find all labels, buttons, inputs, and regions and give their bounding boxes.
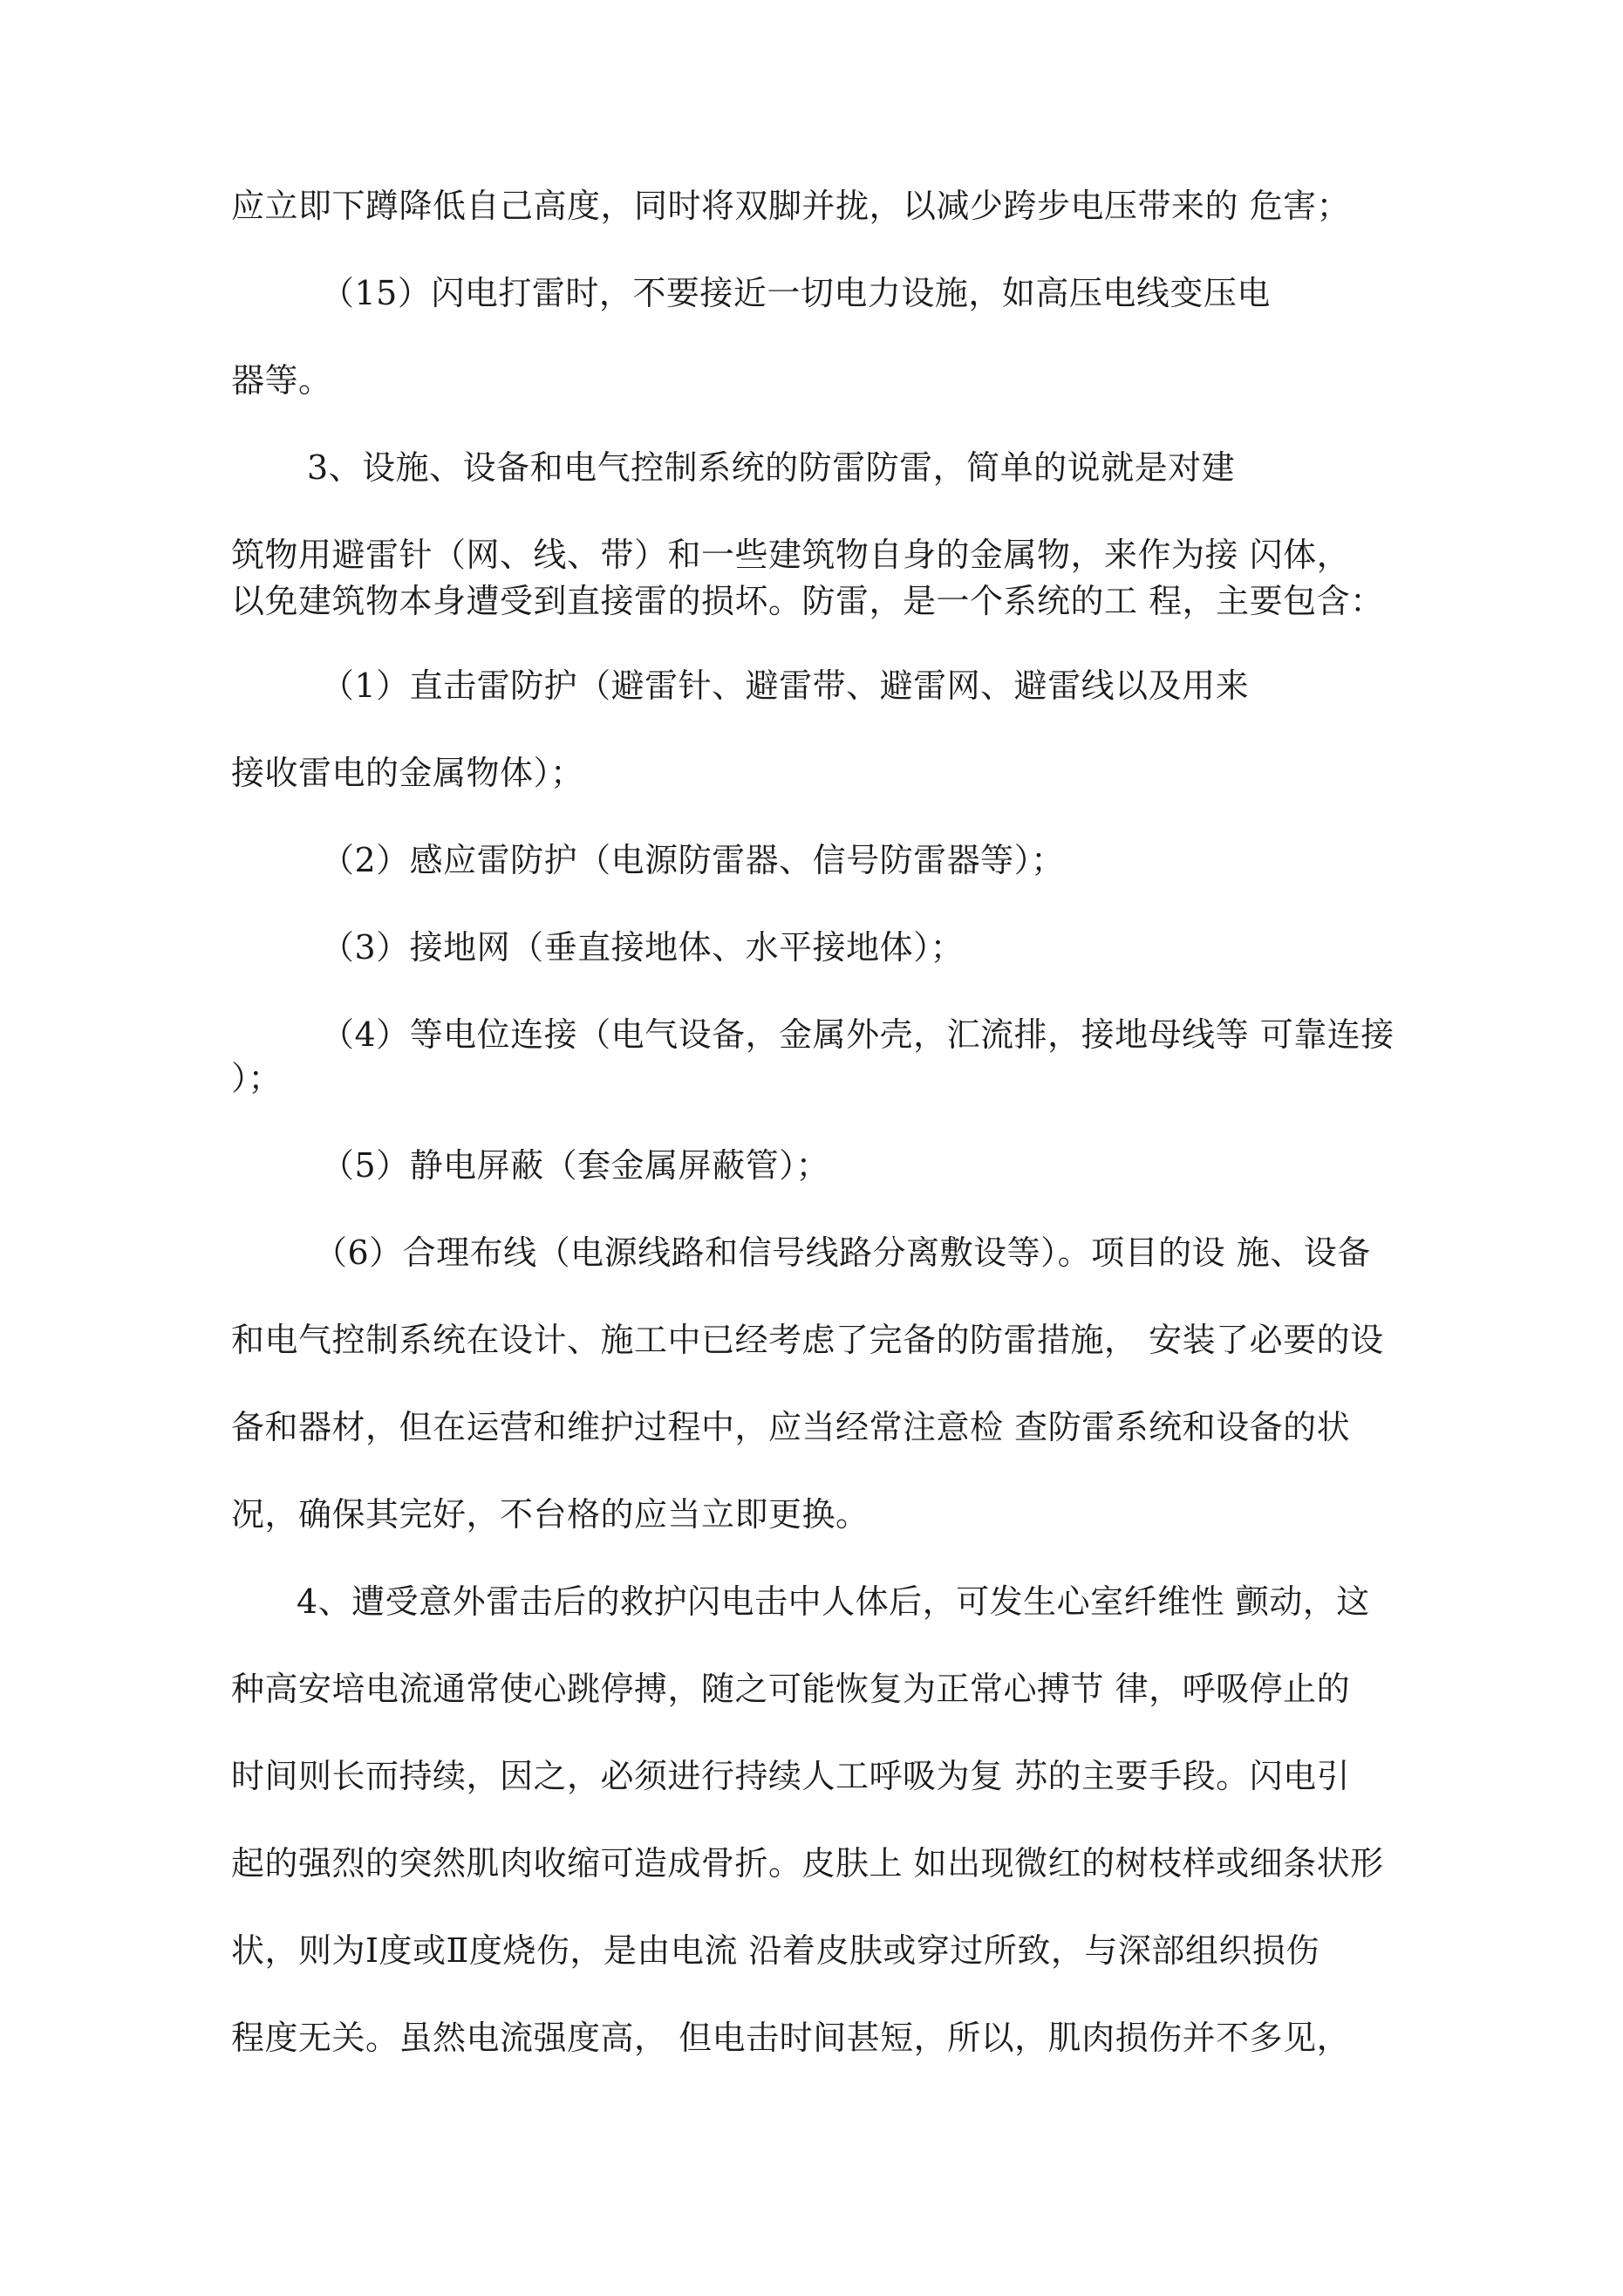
text-line: 状，则为Ⅰ度或Ⅱ度烧伤，是由电流 沿着皮肤或穿过所致，与深部组织损伤 bbox=[231, 1931, 1320, 1970]
text-line: 3、设施、设备和电气控制系统的防雷防雷，简单的说就是对建 bbox=[307, 448, 1236, 487]
text-line: （4）等电位连接（电气设备，金属外壳，汇流排，接地母线等 可靠连接 bbox=[321, 1015, 1395, 1054]
text-line: 4、遭受意外雷击后的救护闪电击中人体后，可发生心室纤维性 颤动，这 bbox=[297, 1582, 1370, 1621]
text-line: （1）直击雷防护（避雷针、避雷带、避雷网、避雷线以及用来 bbox=[321, 666, 1250, 705]
text-line: 种高安培电流通常使心跳停搏，随之可能恢复为正常心搏节 律，呼吸停止的 bbox=[231, 1670, 1351, 1708]
text-line: 接收雷电的金属物体）； bbox=[231, 754, 584, 792]
text-line: （15）闪电打雷时，不要接近一切电力设施，如高压电线变压电 bbox=[321, 274, 1271, 312]
text-line: （6）合理布线（电源线路和信号线路分离敷设等）。项目的设 施、设备 bbox=[314, 1233, 1371, 1272]
text-line: 况，确保其完好，不台格的应当立即更换。 bbox=[231, 1495, 869, 1534]
text-line: （3）接地网（垂直接地体、水平接地体）； bbox=[321, 928, 965, 967]
text-line: 备和器材，但在运营和维护过程中，应当经常注意检 查防雷系统和设备的状 bbox=[231, 1408, 1351, 1446]
text-line: 以免建筑物本身遭受到直接雷的损坏。防雷，是一个系统的工 程，主要包含： bbox=[231, 582, 1384, 620]
text-line: ）； bbox=[231, 1059, 283, 1097]
text-line: 程度无关。虽然电流强度高， 但电击时间甚短，所以，肌肉损伤并不多见， bbox=[231, 2019, 1351, 2057]
text-line: 器等。 bbox=[231, 361, 332, 400]
text-line: 应立即下蹲降低自己高度，同时将双脚并拢，以减少跨步电压带来的 危害； bbox=[231, 187, 1351, 225]
text-line: 筑物用避雷针（网、线、带）和一些建筑物自身的金属物，来作为接 闪体， bbox=[231, 536, 1351, 574]
text-line: （5）静电屏蔽（套金属屏蔽管）； bbox=[321, 1146, 830, 1185]
text-line: （2）感应雷防护（电源防雷器、信号防雷器等）； bbox=[321, 841, 1065, 879]
text-line: 和电气控制系统在设计、施工中已经考虑了完备的防雷措施， 安装了必要的设 bbox=[231, 1321, 1384, 1359]
text-line: 时间则长而持续，因之，必须进行持续人工呼吸为复 苏的主要手段。闪电引 bbox=[231, 1757, 1351, 1795]
text-line: 起的强烈的突然肌肉收缩可造成骨折。皮肤上 如出现微红的树枝样或细条状形 bbox=[231, 1844, 1384, 1883]
